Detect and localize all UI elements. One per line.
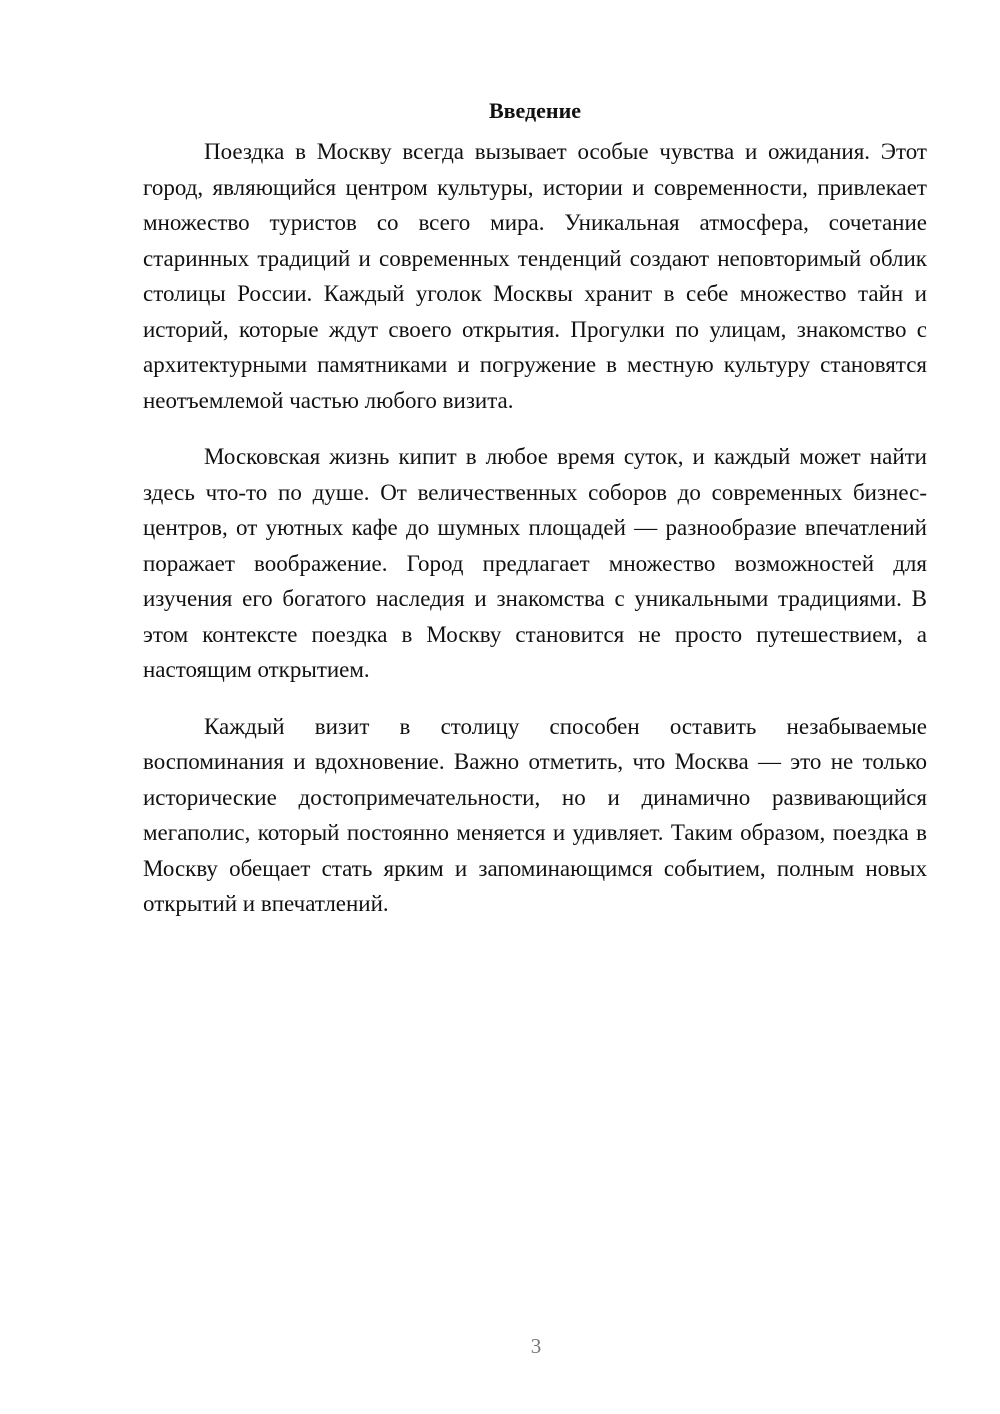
paragraph-2: Московская жизнь кипит в любое время суток, и каждый может найти здесь что-то по душе. От величественных соборов до современных бизнес-центров, от уютных кафе до шумных площадей — разнообразие впечатлений поражает воображение. Город предлагает множество возможностей для изучения его богатого наследия и знакомства с уникальными традициями. В этом контексте поездка в Москву становится не просто путешествием, а настоящим открытием. bbox=[143, 444, 927, 682]
section-heading: Введение bbox=[488, 98, 582, 123]
paragraph-1: Поездка в Москву всегда вызывает особые чувства и ожидания. Этот город, являющийся центром культуры, истории и современности, привлекает множество туристов со всего мира. Уникальная атмосфера, сочетание старинных традиций и современных тенденций создают неповторимый облик столицы России. Каждый уголок Москвы хранит в себе множество тайн и историй, которые ждут своего открытия. Прогулки по улицам, знакомство с архитектурными памятниками и погружение в местную культуру становятся неотъемлемой частью любого визита. bbox=[143, 139, 927, 413]
page-number: 3 bbox=[530, 1334, 542, 1358]
paragraph-3: Каждый визит в столицу способен оставить незабываемые воспоминания и вдохновение. Важно отметить, что Москва — это не только исторические достопримечательности, но и динамично развивающийся мегаполис, который постоянно меняется и удивляет. Таким образом, поездка в Москву обещает стать ярким и запоминающимся событием, полным новых открытий и впечатлений. bbox=[143, 713, 927, 916]
page-content bbox=[143, 96, 927, 922]
